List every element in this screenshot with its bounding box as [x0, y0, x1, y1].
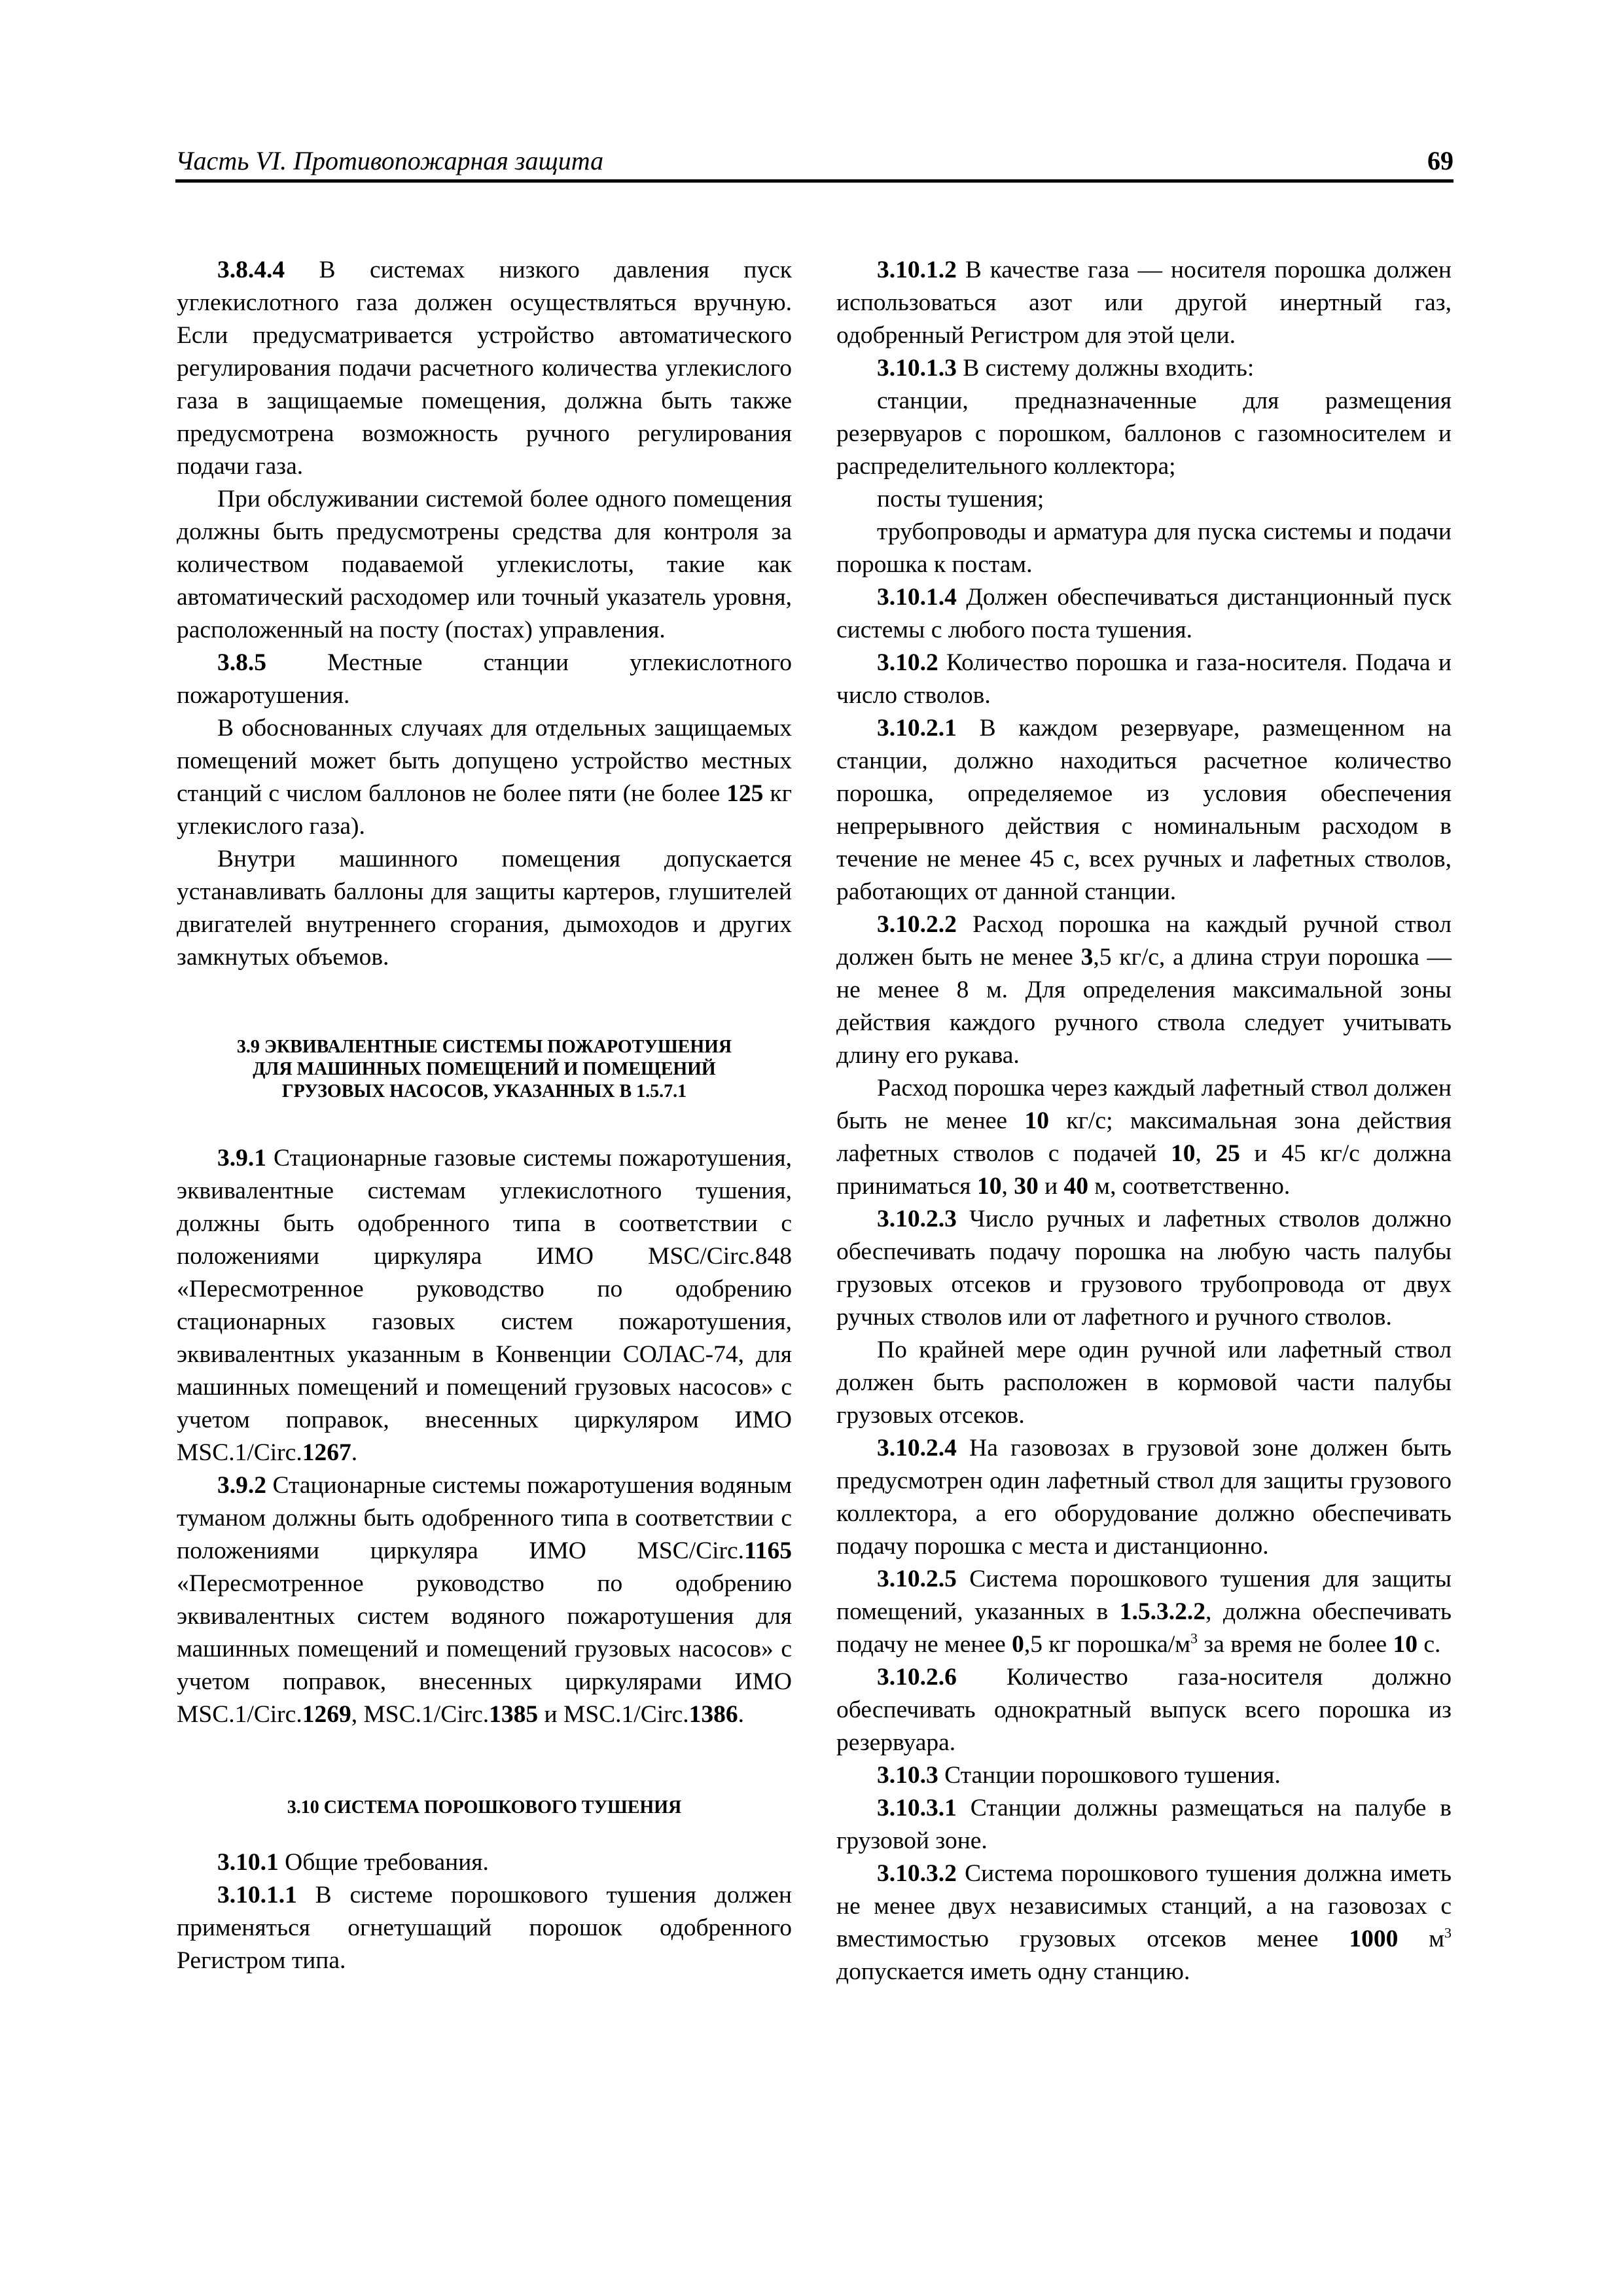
section-heading-3-10: 3.10 СИСТЕМА ПОРОШКОВОГО ТУШЕНИЯ — [287, 1797, 682, 1818]
page-number: 69 — [1427, 146, 1454, 175]
list-item-stations: станции, предназначенные для размещения резервуаров с порошком, баллонов с газомносителем и распределительного коллектора; — [836, 387, 1452, 480]
list-item-posts: посты тушения; — [877, 486, 1044, 512]
paragraph-machinery-cylinders: Внутри машинного помещения допускается устанавливать баллоны для защиты картеров, глушителей двигателей внутреннего сгорания, дымоходов и других замкнутых объемов. — [177, 846, 792, 971]
paragraph-aft-monitor: По крайней мере один ручной или лафетный ствол должен быть расположен в кормовой части палубы грузовых отсеков. — [836, 1336, 1452, 1429]
paragraph-3-10-1-3: 3.10.1.3 В систему должны входить: — [877, 355, 1255, 382]
paragraph-local-stations: В обоснованных случаях для отдельных защищаемых помещений может быть допущено устройство местных станций с числом баллонов не более пяти (не более 125 кг углекислого газа). — [177, 715, 792, 840]
left-column — [177, 254, 792, 1977]
paragraph-3-10-2-4: 3.10.2.4 На газовозах в грузовой зоне должен быть предусмотрен один лафетный ствол для защиты грузового коллектора, а его оборудование должно обеспечивать подачу порошка с места и дистанционно. — [836, 1435, 1452, 1560]
right-column — [836, 254, 1452, 1988]
paragraph-monitor-rate: Расход порошка через каждый лафетный ствол должен быть не менее 10 кг/с; максимальная зона действия лафетных стволов с подачей 10, 25 и 45 кг/с должна приниматься 10, 30 и 40 м, соответственно. — [836, 1075, 1452, 1200]
paragraph-3-10-2-1: 3.10.2.1 В каждом резервуаре, размещенном на станции, должно находиться расчетное количество порошка, определяемое из условия обеспечения непрерывного действия с номинальным расходом в течение не менее 45 с, всех ручных и лафетных стволов, работающих от данной станции. — [836, 715, 1452, 905]
paragraph-3-10-1-4: 3.10.1.4 Должен обеспечиваться дистанционный пуск системы с любого поста тушения. — [836, 584, 1452, 643]
paragraph-3-10-1-1: 3.10.1.1 В системе порошкового тушения должен применяться огнетушащий порошок одобренного Регистром типа. — [177, 1882, 792, 1974]
paragraph-3-10-2-3: 3.10.2.3 Число ручных и лафетных стволов должно обеспечивать подачу порошка на любую часть палубы грузовых отсеков и грузового трубопровода от двух ручных стволов или от лафетного и ручного стволов. — [836, 1206, 1452, 1331]
paragraph-3-9-2: 3.9.2 Стационарные системы пожаротушения водяным туманом должны быть одобренного типа в соответствии с положениями циркуляра ИМО MSC/Circ.1165 «Пересмотренное руководство по одобрению эквивалентных систем водяного пожаротушения для машинных помещений и помещений грузовых насосов» с учетом поправок, внесенных циркулярами ИМО MSC.1/Circ.1269, MSC.1/Circ.1385 и MSC.1/Circ.1386. — [177, 1472, 792, 1728]
running-header — [175, 140, 1454, 183]
paragraph-3-10-2-2: 3.10.2.2 Расход порошка на каждый ручной ствол должен быть не менее 3,5 кг/с, а длина струи порошка — не менее 8 м. Для определения максимальной зоны действия каждого ручного ствола следует учитывать длину его рукава. — [836, 911, 1452, 1069]
paragraph-3-10-1-2: 3.10.1.2 В качестве газа — носителя порошка должен использоваться азот или другой инертный газ, одобренный Регистром для этой цели. — [836, 257, 1452, 349]
paragraph-3-9-1: 3.9.1 Стационарные газовые системы пожаротушения, эквивалентные системам углекислотного тушения, должны быть одобренного типа в соответствии с положениями циркуляра ИМО MSC/Circ.848 «Пересмотренное руководство по одобрению стационарных газовых систем пожаротушения, эквивалентных указанным в Конвенции СОЛАС-74, для машинных помещений и помещений грузовых насосов» с учетом поправок, внесенных циркуляром ИМО MSC.1/Circ.1267. — [177, 1145, 792, 1466]
list-item-pipelines: трубопроводы и арматура для пуска системы и подачи порошка к постам. — [836, 518, 1452, 578]
paragraph-3-10-3-1: 3.10.3.1 Станции должны размещаться на палубе в грузовой зоне. — [836, 1795, 1452, 1854]
paragraph-multi-room: При обслуживании системой более одного помещения должны быть предусмотрены средства для контроля за количеством подаваемой углекислоты, такие как автоматический расходомер или точный указатель уровня, расположенный на посту (постах) управления. — [177, 486, 792, 643]
paragraph-3-10-1: 3.10.1 Общие требования. — [217, 1849, 489, 1876]
paragraph-3-8-4-4: 3.8.4.4 В системах низкого давления пуск углекислотного газа должен осуществляться вручную. Если предусматривается устройство автоматического регулирования подачи расчетного количества углекислого газа в защищаемые помещения, должна быть также предусмотрена возможность ручного регулирования подачи газа. — [177, 257, 792, 480]
paragraph-3-10-2-5: 3.10.2.5 Система порошкового тушения для защиты помещений, указанных в 1.5.3.2.2, должна обеспечивать подачу не менее 0,5 кг порошка/$м^3$ за время не более 10 с. — [836, 1566, 1452, 1658]
paragraph-3-10-2-6: 3.10.2.6 Количество газа-носителя должно обеспечивать однократный выпуск всего порошка из резервуара. — [836, 1664, 1452, 1756]
section-heading-3-9: 3.9 ЭКВИВАЛЕНТНЫЕ СИСТЕМЫ ПОЖАРОТУШЕНИЯ ДЛЯ МАШИННЫХ ПОМЕЩЕНИЙ И ПОМЕЩЕНИЙ ГРУЗОВЫХ НАСОСОВ, УКАЗАННЫХ В 1.5.7.1 — [236, 1037, 732, 1102]
paragraph-3-10-3: 3.10.3 Станции порошкового тушения. — [877, 1762, 1281, 1789]
paragraph-3-8-5: 3.8.5 Местные станции углекислотного пожаротушения. — [177, 649, 792, 709]
paragraph-3-10-3-2: 3.10.3.2 Система порошкового тушения должна иметь не менее двух независимых станций, а на газовозах с вместимостью грузовых отсеков менее 1000 $м^3$ допускается иметь одну станцию. — [836, 1860, 1452, 1985]
running-header-title: Часть VI. Противопожарная защита — [175, 146, 604, 175]
paragraph-3-10-2: 3.10.2 Количество порошка и газа-носителя. Подача и число стволов. — [836, 649, 1452, 709]
